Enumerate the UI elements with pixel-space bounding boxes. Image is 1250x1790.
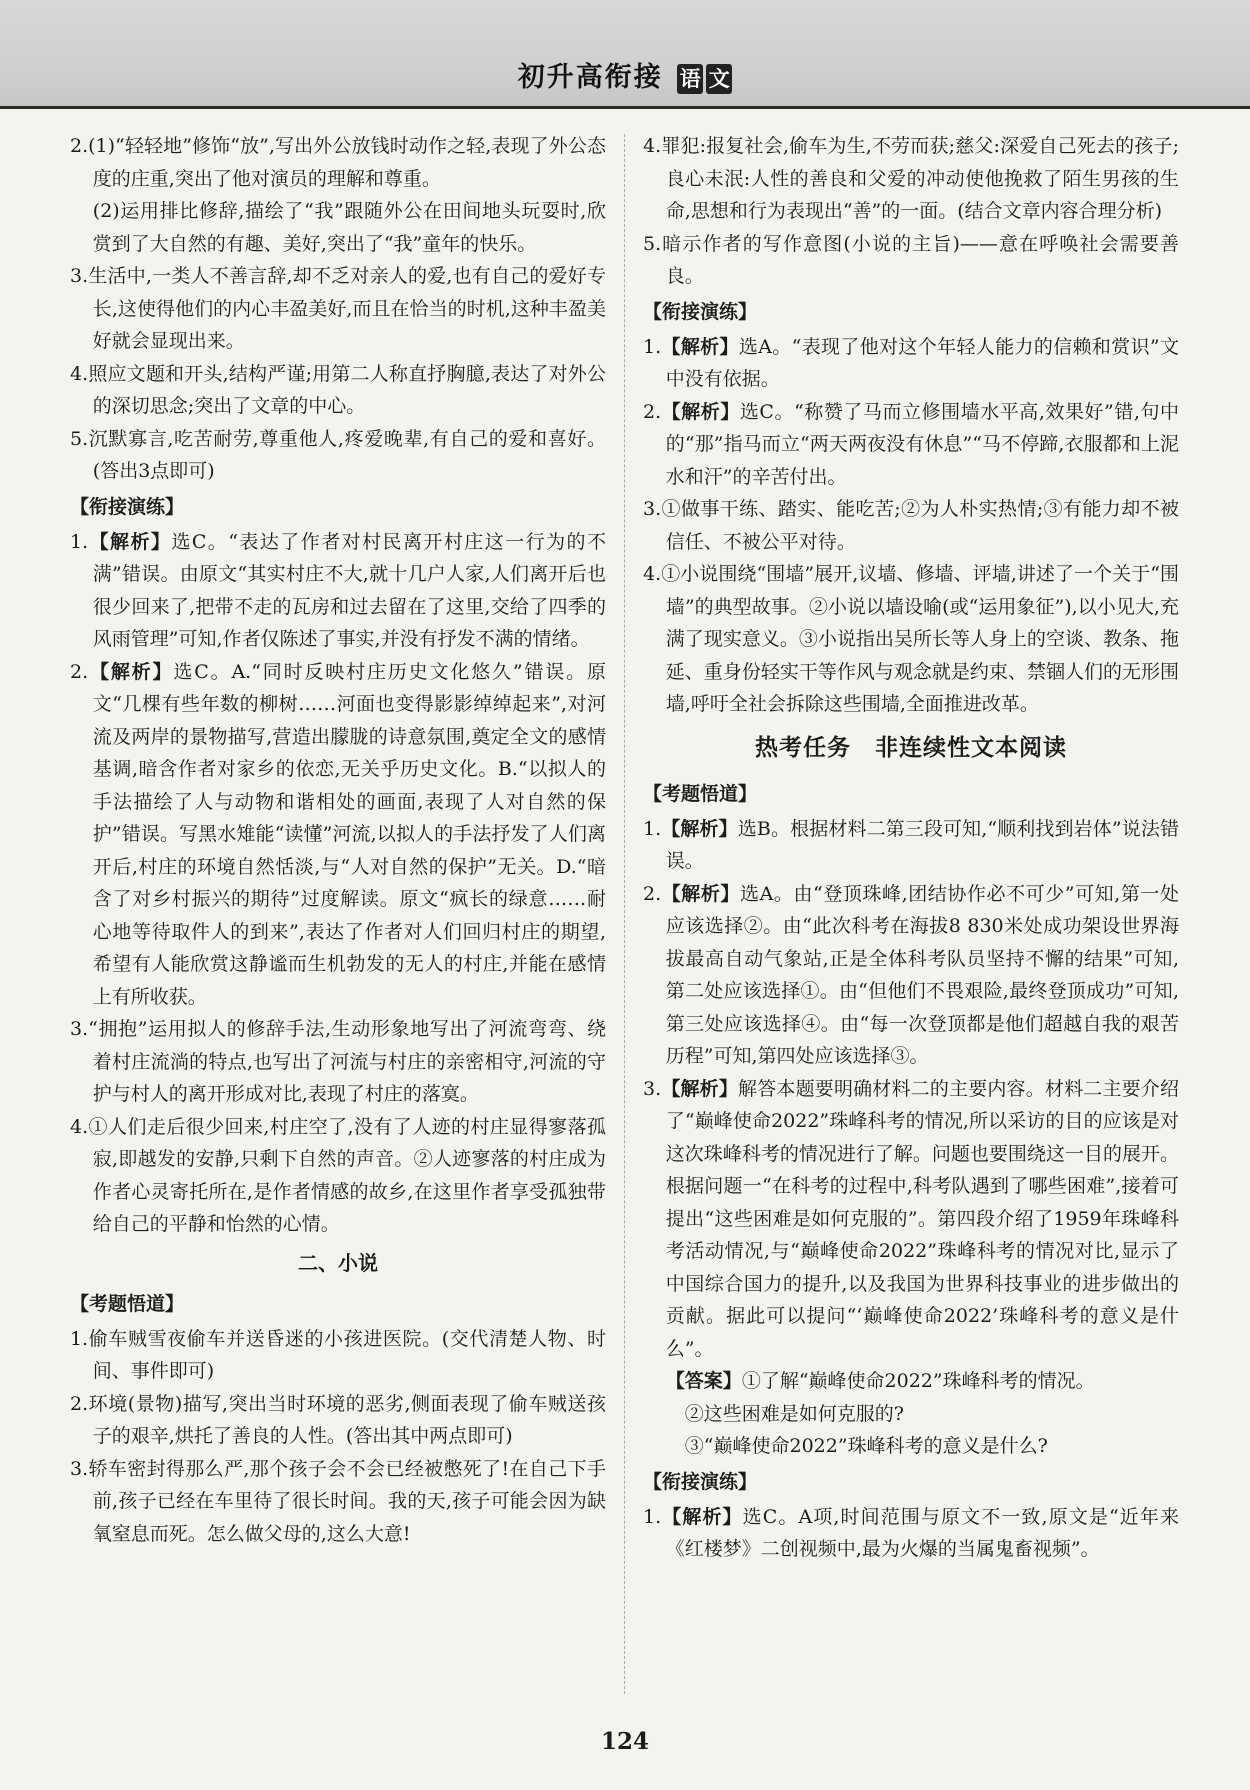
analysis-tag: 【解析】 [661, 1505, 743, 1528]
answer-item: 3.生活中,一类人不善言辞,却不乏对亲人的爱,也有自己的爱好专长,这使得他们的内心丰盈美好,而且在恰当的时机,这种丰盈美好就会显现出来。 [70, 265, 606, 352]
analysis-tag: 【解析】 [661, 817, 738, 840]
analysis-tag: 【解析】 [88, 660, 174, 683]
item-text: ①小说围绕“围墙”展开,议墙、修墙、评墙,讲述了一个关于“围墙”的典型故事。②小说以墙设喻(或“运用象征”),以小见大,充满了现实意义。③小说指出吴所长等人身上的空谈、教条、拖延、重身份轻实干等作风与观念就是约束、禁锢人们的无形围墙,呼吁全社会拆除这些围墙,全面推进改革。 [661, 563, 1179, 715]
practice-item [643, 1501, 1179, 1566]
answer-item: 4.罪犯:报复社会,偷车为生,不劳而获;慈父:深爱自己死去的孩子;良心未泯:人性的善良和父爱的冲动使他挽救了陌生男孩的生命,思想和行为表现出“善”的一面。(结合文章内容合理分析) [643, 135, 1179, 222]
practice-item [70, 656, 606, 1014]
item-number: 1. [643, 1505, 662, 1528]
answer-tag: 【答案】 [665, 1370, 742, 1392]
practice-item [70, 1013, 606, 1111]
item-text: “拥抱”运用拟人的修辞手法,生动形象地写出了河流弯弯、绕着村庄流淌的特点,也写出了河流与村庄的亲密相守,河流的守护与村人的离开形成对比,表现了村庄的落寞。 [88, 1018, 606, 1105]
practice-item [643, 331, 1179, 396]
page-header [0, 0, 1250, 109]
column-divider [624, 134, 625, 1694]
item-number: 4. [643, 563, 662, 585]
answer-item: 4.照应文题和开头,结构严谨;用第二人称直抒胸臆,表达了对外公的深切思念;突出了文章的中心。 [70, 362, 606, 417]
practice-item [643, 558, 1179, 721]
item-text: 选B。根据材料二第三段可知,“顺利找到岩体”说法错误。 [665, 817, 1179, 872]
item-text: 选C。A项,时间范围与原文不一致,原文是“近年来《红楼梦》二创视频中,最为火爆的当属鬼畜视频”。 [665, 1505, 1179, 1560]
item-text: 选A。由“登顶珠峰,团结协作必不可少”可知,第一处应该选择②。由“此次科考在海拔8 830米处成功架设世界海拔最高自动气象站,正是全体科考队员坚持不懈的结果”可知,第二处应该选择①。由“但他们不畏艰险,最终登顶成功”可知,第三处应该选择④。由“每一次登顶都是他们超越自我的艰苦历程”可知,第四处应该选择③。 [665, 882, 1179, 1067]
practice-heading: 【衔接演练】 [643, 1470, 758, 1493]
answer-line [643, 1365, 1179, 1398]
subject-badge-char-1: 语 [677, 64, 703, 94]
right-column [643, 130, 1179, 1566]
analysis-tag: 【解析】 [661, 882, 741, 905]
item-number: 1. [70, 530, 89, 553]
item-text: 选C。“表达了作者对村民离开村庄这一行为的不满”错误。由原文“其实村庄不大,就十几户人家,人们离开后也很少回来了,把带不走的瓦房和过去留在了这里,交给了四季的风雨管理”可知,作者仅陈述了事实,并没有抒发不满的情绪。 [92, 530, 606, 650]
insight-heading: 【考题悟道】 [70, 1292, 185, 1315]
item-text: 选A。“表现了他对这个年轻人能力的信赖和赏识”文中没有依据。 [665, 335, 1179, 390]
practice-item [643, 396, 1179, 494]
insight-item [643, 813, 1179, 878]
answer-line: ③“巅峰使命2022”珠峰科考的意义是什么? [684, 1435, 1048, 1457]
analysis-tag: 【解析】 [88, 530, 172, 553]
item-number: 3. [70, 1018, 89, 1040]
item-text: 选C。“称赞了马而立修围墙水平高,效果好”错,句中的“那”指马而立“两天两夜没有休息”“马不停蹄,衣服都和上泥水和汗”的辛苦付出。 [665, 400, 1179, 488]
item-number: 2. [643, 882, 662, 905]
item-number: 4. [70, 1115, 89, 1138]
practice-heading: 【衔接演练】 [70, 495, 185, 518]
item-number: 2. [643, 400, 662, 423]
item-number: 1. [643, 335, 662, 358]
insight-heading: 【考题悟道】 [643, 782, 758, 805]
insight-item [643, 878, 1179, 1073]
analysis-tag: 【解析】 [661, 335, 739, 358]
insight-item: 2.环境(景物)描写,突出当时环境的恶劣,侧面表现了偷车贼送孩子的艰辛,烘托了善良的人性。(答出其中两点即可) [70, 1392, 606, 1447]
answer-text: ①了解“巅峰使命2022”珠峰科考的情况。 [741, 1370, 1095, 1392]
book-title-text: 初升高衔接 [517, 62, 663, 93]
item-text: ①做事干练、踏实、能吃苦;②为人朴实热情;③有能力却不被信任、不被公平对待。 [661, 498, 1179, 553]
insight-item: 1.偷车贼雪夜偷车并送昏迷的小孩进医院。(交代清楚人物、时间、事件即可) [70, 1327, 606, 1382]
item-number: 3. [643, 1077, 662, 1100]
item-number: 2. [70, 660, 89, 683]
item-text: ①人们走后很少回来,村庄空了,没有了人迹的村庄显得寥落孤寂,即越发的安静,只剩下自然的声音。②人迹寥落的村庄成为作者心灵寄托所在,是作者情感的故乡,在这里作者享受孤独带给自己的平静和怡然的心情。 [88, 1115, 606, 1235]
subject-badge-char-2: 文 [706, 64, 732, 94]
practice-item [643, 493, 1179, 558]
analysis-tag: 【解析】 [661, 400, 740, 423]
analysis-tag: 【解析】 [661, 1077, 739, 1100]
page-number: 124 [600, 1728, 649, 1755]
practice-heading: 【衔接演练】 [643, 300, 758, 323]
book-title [0, 55, 1250, 94]
practice-item [70, 526, 606, 656]
left-column [70, 130, 606, 1550]
section-title-novel: 二、小说 [298, 1250, 378, 1275]
answer-item: 2.(1)“轻轻地”修饰“放”,写出外公放钱时动作之轻,表现了外公态度的庄重,突出了他对演员的理解和尊重。 [70, 135, 606, 190]
answer-item: 5.沉默寡言,吃苦耐劳,尊重他人,疼爱晚辈,有自己的爱和喜好。(答出3点即可) [70, 427, 606, 482]
answer-item: 5.暗示作者的写作意图(小说的主旨)——意在呼唤社会需要善良。 [643, 232, 1179, 287]
insight-item: 3.轿车密封得那么严,那个孩子会不会已经被憋死了!在自己下手前,孩子已经在车里待了很长时间。我的天,孩子可能会因为缺氧窒息而死。怎么做父母的,这么大意! [70, 1457, 606, 1545]
answer-subitem: (2)运用排比修辞,描绘了“我”跟随外公在田间地头玩耍时,欣赏到了大自然的有趣、美好,突出了“我”童年的快乐。 [92, 200, 606, 255]
insight-item [643, 1073, 1179, 1366]
item-number: 1. [643, 817, 662, 840]
item-text: 选C。A.“同时反映村庄历史文化悠久”错误。原文“几棵有些年数的柳树……河面也变得影影绰绰起来”,对河流及两岸的景物描写,营造出朦胧的诗意氛围,奠定全文的感情基调,暗含作者对家乡的依恋,无关乎历史文化。B.“以拟人的手法描绘了人与动物和谐相处的画面,表现了人对自然的保护”错误。写黑水雉能“读懂”河流,以拟人的手法抒发了人们离开后,村庄的环境自然恬淡,与“人对自然的保护”无关。D.“暗含了对乡村振兴的期待”过度解读。原文“疯长的绿意……耐心地等待取件人的到来”,表达了作者对人们回归村庄的期望,希望有人能欣赏这静谧而生机勃发的无人的村庄,并能在感情上有所收获。 [92, 660, 606, 1008]
answer-line: ②这些困难是如何克服的? [684, 1402, 904, 1425]
section-title-nonlinear-reading: 热考任务 非连续性文本阅读 [755, 734, 1067, 761]
item-text: 解答本题要明确材料二的主要内容。材料二主要介绍了“巅峰使命2022”珠峰科考的情况,所以采访的目的应该是对这次珠峰科考的情况进行了解。问题也要围绕这一目的展开。根据问题一“在科考的过程中,科考队遇到了哪些困难”,接着可提出“这些困难是如何克服的”。第四段介绍了1959年珠峰科考活动情况,与“巅峰使命2022”珠峰科考的情况对比,显示了中国综合国力的提升,以及我国为世界科技事业的进步做出的贡献。据此可以提问“‘巅峰使命2022’珠峰科考的意义是什么”。 [665, 1077, 1179, 1360]
practice-item [70, 1111, 606, 1241]
item-number: 3. [643, 498, 662, 520]
